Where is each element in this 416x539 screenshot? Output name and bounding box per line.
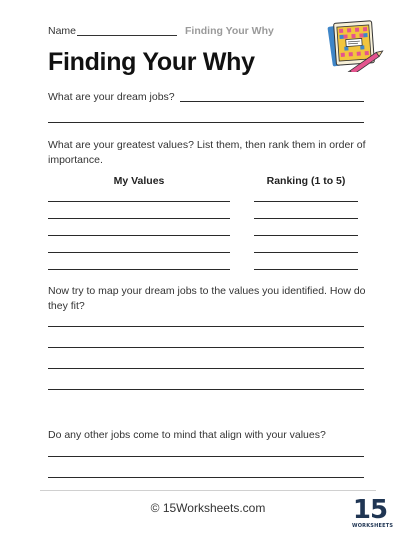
header-title: Finding Your Why [185,25,274,37]
badge-number: 15 [352,495,388,525]
worksheets-logo-badge [352,495,394,535]
answer-line[interactable] [180,101,364,102]
ranking-line[interactable] [254,218,358,219]
answer-line[interactable] [48,326,364,327]
value-line[interactable] [48,235,230,236]
ranking-line[interactable] [254,269,358,270]
page-title: Finding Your Why [48,48,255,76]
footer-divider [40,490,376,491]
column-header-my-values: My Values [113,175,165,187]
name-write-line[interactable] [77,35,177,36]
question-map-jobs-values: Now try to map your dream jobs to the values you identified. How do they fit? [48,285,366,312]
answer-line[interactable] [48,347,364,348]
question-other-jobs: Do any other jobs come to mind that align with your values? [48,429,326,441]
question-greatest-values: What are your greatest values? List them, then rank them in order of importance. [48,139,366,166]
column-header-ranking: Ranking (1 to 5) [266,175,346,187]
value-line[interactable] [48,201,230,202]
value-line[interactable] [48,252,230,253]
ranking-line[interactable] [254,235,358,236]
name-label: Name [48,25,77,37]
value-line[interactable] [48,218,230,219]
answer-line[interactable] [48,477,364,478]
answer-line[interactable] [48,389,364,390]
answer-line[interactable] [48,368,364,369]
question-dream-jobs: What are your dream jobs? [48,91,175,103]
value-line[interactable] [48,269,230,270]
ranking-line[interactable] [254,252,358,253]
ranking-line[interactable] [254,201,358,202]
badge-word: WORKSHEETS [352,523,394,529]
notebook-pencil-icon [326,18,386,72]
answer-line[interactable] [48,456,364,457]
answer-line[interactable] [48,122,364,123]
footer-copyright: © 15Worksheets.com [150,501,266,515]
